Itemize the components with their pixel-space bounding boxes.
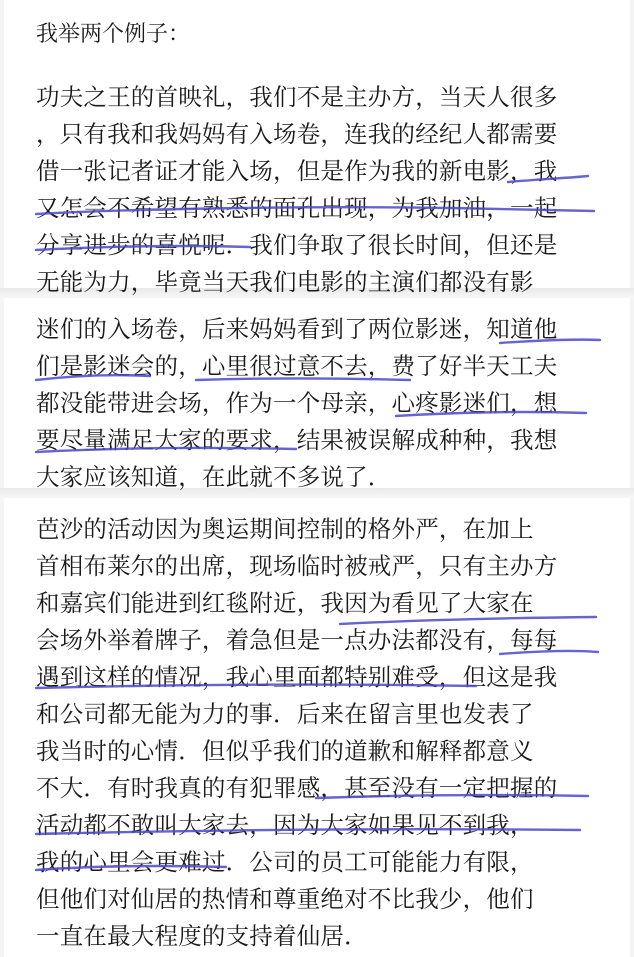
text-line: 会场外举着牌子，着急但是一点办法都没有，每每 [36,626,558,654]
text-line: 一直在最大程度的支持着仙居． [36,922,368,950]
paragraph-2 [36,311,616,496]
text-line: 和嘉宾们能进到红毯附近，我因为看见了大家在 [36,589,534,617]
text-line: 我的心里会更难过．公司的员工可能能力有限， [36,848,534,876]
text-line: 不大．有时我真的有犯罪感，甚至没有一定把握的 [36,774,558,802]
text-line: 们是影迷会的，心里很过意不去，费了好半天工夫 [36,352,558,380]
paragraph-1 [36,79,616,301]
text-line: 功夫之王的首映礼，我们不是主办方，当天人很多 [36,83,558,111]
text-line: 迷们的入场卷，后来妈妈看到了两位影迷，知道他 [36,315,558,343]
text-line: 首相布莱尔的出席，现场临时被戒严，只有主办方 [36,552,558,580]
text-line: ，只有我和我妈妈有入场卷，连我的经纪人都需要 [36,120,558,148]
text-line: 芭沙的活动因为奥运期间控制的格外严，在加上 [36,515,534,543]
text-line: 和公司都无能为力的事．后来在留言里也发表了 [36,700,534,728]
text-line: 借一张记者证才能入场，但是作为我的新电影，我 [36,157,558,185]
text-line: 要尽量满足大家的要求，结果被误解成种种，我想 [36,426,558,454]
text-line: 但他们对仙居的热情和尊重绝对不比我少，他们 [36,885,534,913]
paragraph-3 [36,511,616,955]
intro-text: 我举两个例子： [36,22,191,47]
text-line: 又怎会不希望有熟悉的面孔出现，为我加油，一起 [36,194,558,222]
text-line: 都没能带进会场，作为一个母亲，心疼影迷们，想 [36,389,558,417]
text-line: 我当时的心情．但似乎我们的道歉和解释都意义 [36,737,534,765]
text-line: 遇到这样的情况，我心里面都特别难受，但这是我 [36,663,558,691]
text-line: 大家应该知道，在此就不多说了． [36,463,392,491]
text-line: 分享进步的喜悦呢．我们争取了很长时间，但还是 [36,231,558,259]
text-line: 无能为力，毕竟当天我们电影的主演们都没有影 [36,268,534,296]
text-line: 活动都不敢叫大家去，因为大家如果见不到我， [36,811,534,839]
